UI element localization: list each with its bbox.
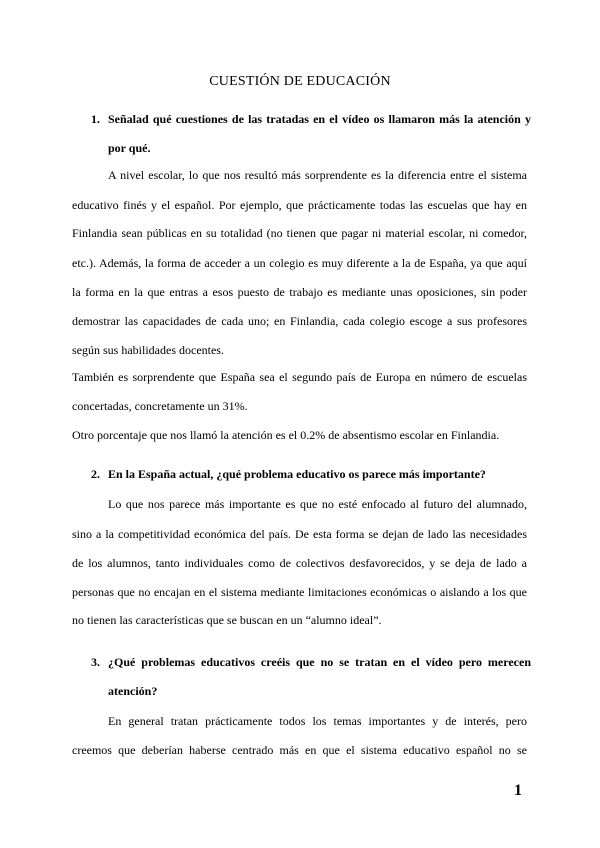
answer-line: Lo que nos parece más importante es que no esté enfocado al futuro del alumnado, [108,497,527,511]
question-line: por qué. [108,141,151,155]
answer-line: Finlandia sean públicas en su totalidad (no tienen que pagar ni material escolar, ni comedor, [72,226,527,240]
question-2-heading [91,467,531,482]
question-line: En la España actual, ¿qué problema educativo os parece más importante? [108,467,486,481]
question-line: Señalad qué cuestiones de las tratadas en el vídeo os llamaron más la atención y [108,112,531,126]
answer-line: no tienen las características que se buscan en un “alumno ideal”. [72,613,382,627]
answer-line: demostrar las capacidades de cada uno; en Finlandia, cada colegio escoge a sus profesores [72,314,527,328]
answer-line: la forma en la que entras a esos puesto de trabajo es mediante unas oposiciones, sin poder [72,285,527,299]
page-title: CUESTIÓN DE EDUCACIÓN [209,74,391,89]
question-line: atención? [108,684,158,698]
answer-line: creemos que deberían haberse centrado más en que el sistema educativo español no se [72,743,527,757]
answer-line: de los alumnos, tanto individuales como de colectivos desfavorecidos, y se deja de lado a [72,556,527,570]
question-3-heading-cont [91,684,531,699]
answer-line: personas que no encajan en el sistema mediante limitaciones económicas o aislando a los que [72,585,527,599]
answer-line: etc.). Además, la forma de acceder a un colegio es muy diferente a la de España, ya que aquí [72,256,527,270]
answer-line: sino a la competitividad económica del país. De esta forma se dejan de lado las necesidades [72,527,527,541]
question-1-heading [91,112,531,127]
question-line: ¿Qué problemas educativos creéis que no se tratan en el vídeo pero merecen [108,655,531,669]
answer-line: Otro porcentaje que nos llamó la atención es el 0.2% de absentismo escolar en Finlandia. [72,428,500,442]
question-1-heading-cont [91,141,531,156]
answer-line: educativo finés y el español. Por ejemplo, que prácticamente todas las escuelas que hay en [72,198,527,212]
answer-line: A nivel escolar, lo que nos resultó más sorprendente es la diferencia entre el sistema [108,168,527,182]
answer-line: concertadas, concretamente un 31%. [72,399,248,413]
answer-line: según sus habilidades docentes. [72,343,224,357]
question-number: 2. [91,467,100,481]
page-number: 1 [514,782,522,799]
question-number: 3. [91,655,100,669]
answer-line: En general tratan prácticamente todos los temas importantes y de interés, pero [108,714,527,728]
question-number: 1. [91,112,100,126]
answer-line: También es sorprendente que España sea el segundo país de Europa en número de escuelas [72,370,527,384]
question-3-heading [91,655,531,670]
